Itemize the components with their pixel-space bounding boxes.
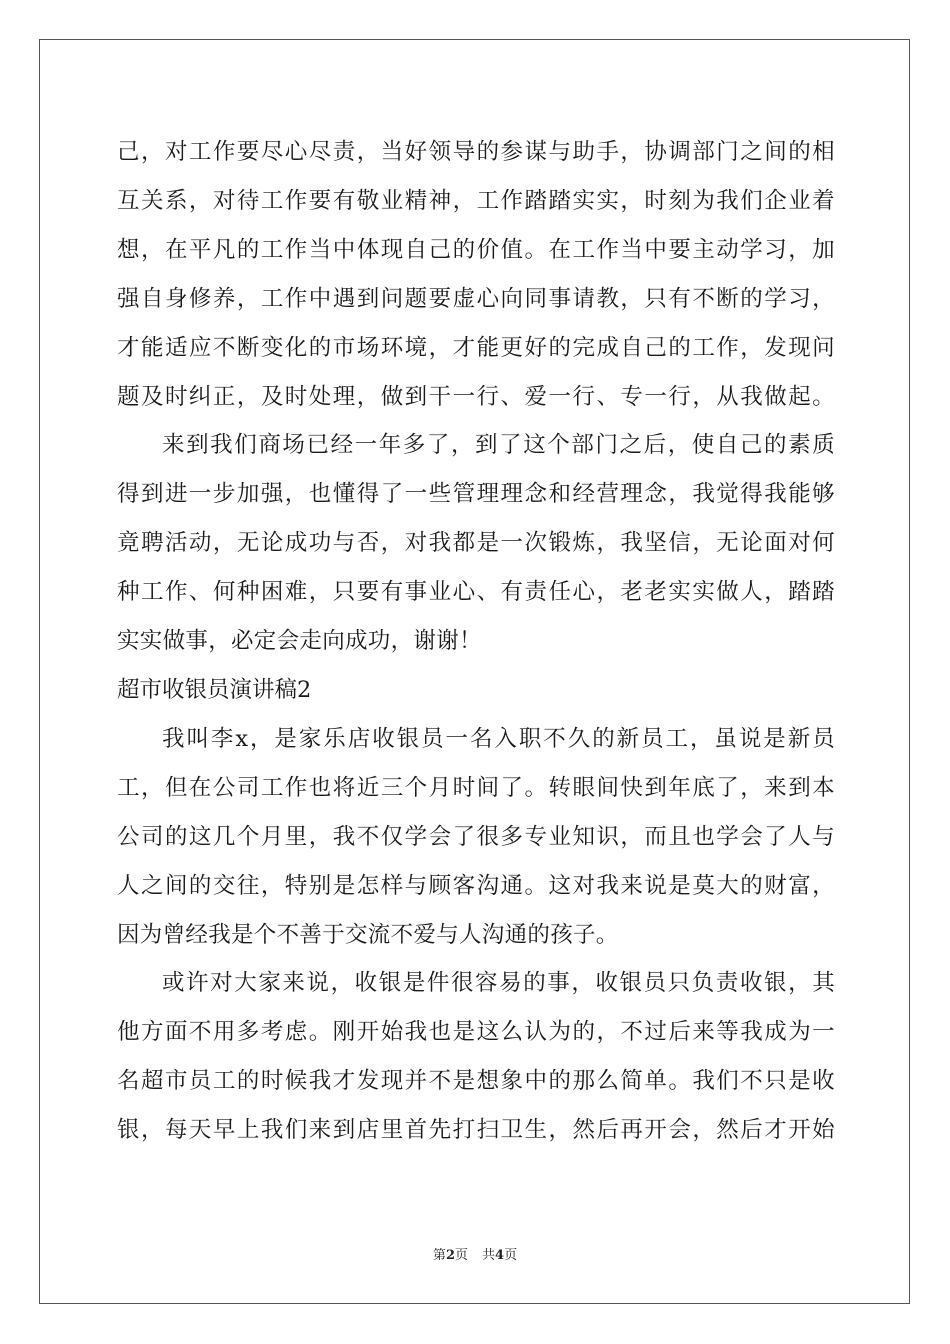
total-label-prefix: 共 [482, 1248, 496, 1263]
text-line: 才能适应不断变化的市场环境，才能更好的完成自己的工作，发现问 [117, 334, 835, 361]
text-line: 实实做事，必定会走向成功，谢谢！ [117, 628, 482, 655]
total-label-suffix: 页 [504, 1248, 518, 1263]
text-line: 得到进一步加强，也懂得了一些管理理念和经营理念，我觉得我能够 [117, 481, 835, 508]
text-line: 强自身修养，工作中遇到问题要虚心向同事请教，只有不断的学习， [117, 285, 835, 312]
paragraph-1 [117, 128, 835, 421]
text-line: 我叫李x，是家乐店收银员一名入职不久的新员工，虽说是新员 [162, 725, 835, 752]
text-line: 银，每天早上我们来到店里首先打扫卫生，然后再开会，然后才开始 [117, 1117, 835, 1144]
paragraph-4 [117, 959, 835, 1155]
page-label-suffix: 页 [454, 1248, 468, 1263]
text-line: 种工作、何种困难，只要有事业心、有责任心，老老实实做人，踏踏 [117, 579, 835, 606]
text-line: 竟聘活动，无论成功与否，对我都是一次锻炼，我坚信，无论面对何 [117, 530, 835, 557]
text-line: 来到我们商场已经一年多了，到了这个部门之后，使自己的素质 [162, 432, 835, 459]
text-line: 想，在平凡的工作当中体现自己的价值。在工作当中要主动学习，加 [117, 236, 835, 263]
paragraph-2 [117, 421, 835, 666]
text-line: 工，但在公司工作也将近三个月时间了。转眼间快到年底了，来到本 [117, 774, 835, 801]
paragraph-3 [117, 715, 835, 960]
document-body [117, 128, 835, 1155]
text-line: 因为曾经我是个不善于交流不爱与人沟通的孩子。 [117, 921, 619, 948]
text-line: 互关系，对待工作要有敬业精神，工作踏踏实实，时刻为我们企业着 [117, 187, 835, 214]
text-line: 己，对工作要尽心尽责，当好领导的参谋与助手，协调部门之间的相 [117, 139, 835, 165]
text-line: 他方面不用多考虑。刚开始我也是这么认为的，不过后来等我成为一 [117, 1019, 835, 1046]
page-footer [0, 1244, 950, 1263]
total-page-number: 4 [495, 1248, 505, 1263]
page-label-prefix: 第 [432, 1248, 446, 1263]
section-heading: 超市收银员演讲稿2 [117, 676, 312, 703]
text-line: 或许对大家来说，收银是件很容易的事，收银员只负责收银，其 [162, 970, 835, 997]
text-line: 公司的这几个月里，我不仅学会了很多专业知识，而且也学会了人与 [117, 823, 835, 850]
text-line: 题及时纠正，及时处理，做到干一行、爱一行、专一行，从我做起。 [117, 383, 835, 410]
text-line: 名超市员工的时候我才发现并不是想象中的那么简单。我们不只是收 [117, 1068, 835, 1095]
text-line: 人之间的交往，特别是怎样与顾客沟通。这对我来说是莫大的财富， [117, 872, 835, 899]
current-page-number: 2 [445, 1248, 455, 1263]
